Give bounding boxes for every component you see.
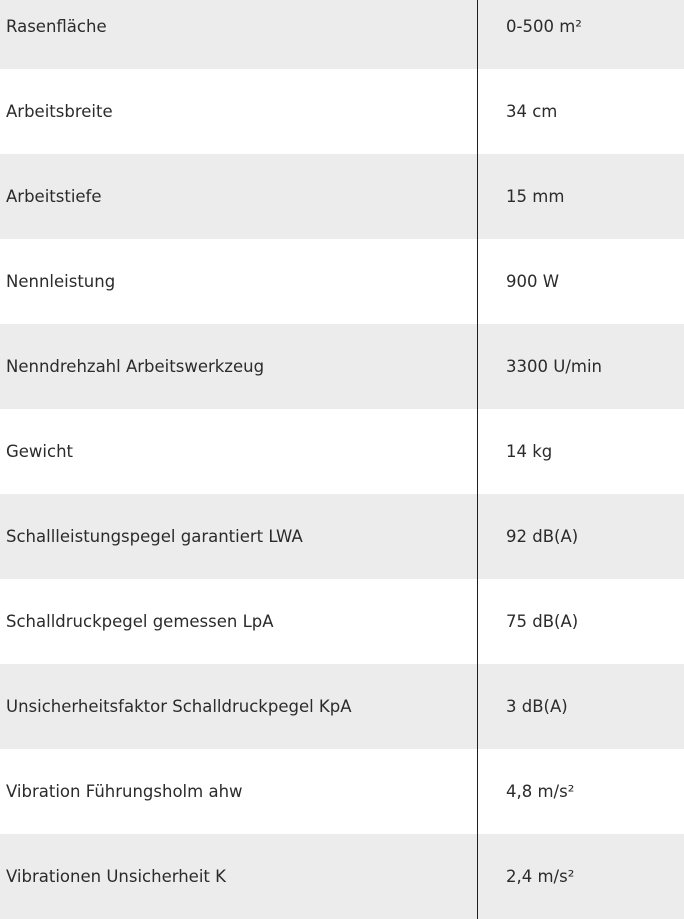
- spec-row-arbeitstiefe: [0, 154, 684, 239]
- spec-row-vibration-fuehrungsholm: [0, 749, 684, 834]
- spec-label: Nenndrehzahl Arbeitswerkzeug: [0, 324, 478, 409]
- spec-value: 0-500 m²: [506, 16, 582, 36]
- spec-label: Arbeitsbreite: [0, 69, 478, 154]
- spec-row-nennleistung: [0, 239, 684, 324]
- spec-value: 15 mm: [506, 186, 565, 206]
- spec-value: 2,4 m/s²: [506, 866, 575, 886]
- spec-value: 92 dB(A): [506, 526, 579, 546]
- spec-row-schalldruckpegel: [0, 579, 684, 664]
- spec-row-unsicherheitsfaktor: [0, 664, 684, 749]
- spec-label: Schalldruckpegel gemessen LpA: [0, 579, 478, 664]
- spec-label: Schallleistungspegel garantiert LWA: [0, 494, 478, 579]
- spec-value: 34 cm: [506, 101, 558, 121]
- spec-row-arbeitsbreite: [0, 69, 684, 154]
- spec-row-vibrationen-unsicherheit: [0, 834, 684, 919]
- spec-row-rasenflaeche: [0, 0, 684, 69]
- spec-row-gewicht: [0, 409, 684, 494]
- spec-label: Gewicht: [0, 409, 478, 494]
- spec-value: 3300 U/min: [506, 356, 602, 376]
- spec-label: Vibration Führungsholm ahw: [0, 749, 478, 834]
- spec-value: 4,8 m/s²: [506, 781, 575, 801]
- spec-value: 75 dB(A): [506, 611, 579, 631]
- spec-value: 14 kg: [506, 441, 553, 461]
- spec-value: 900 W: [506, 271, 560, 291]
- spec-row-schallleistungspegel: [0, 494, 684, 579]
- spec-row-nenndrehzahl: [0, 324, 684, 409]
- spec-value: 3 dB(A): [506, 696, 568, 716]
- spec-label: Rasenfläche: [0, 0, 478, 69]
- spec-label: Nennleistung: [0, 239, 478, 324]
- spec-label: Unsicherheitsfaktor Schalldruckpegel KpA: [0, 664, 478, 749]
- spec-label: Arbeitstiefe: [0, 154, 478, 239]
- spec-label: Vibrationen Unsicherheit K: [0, 834, 478, 919]
